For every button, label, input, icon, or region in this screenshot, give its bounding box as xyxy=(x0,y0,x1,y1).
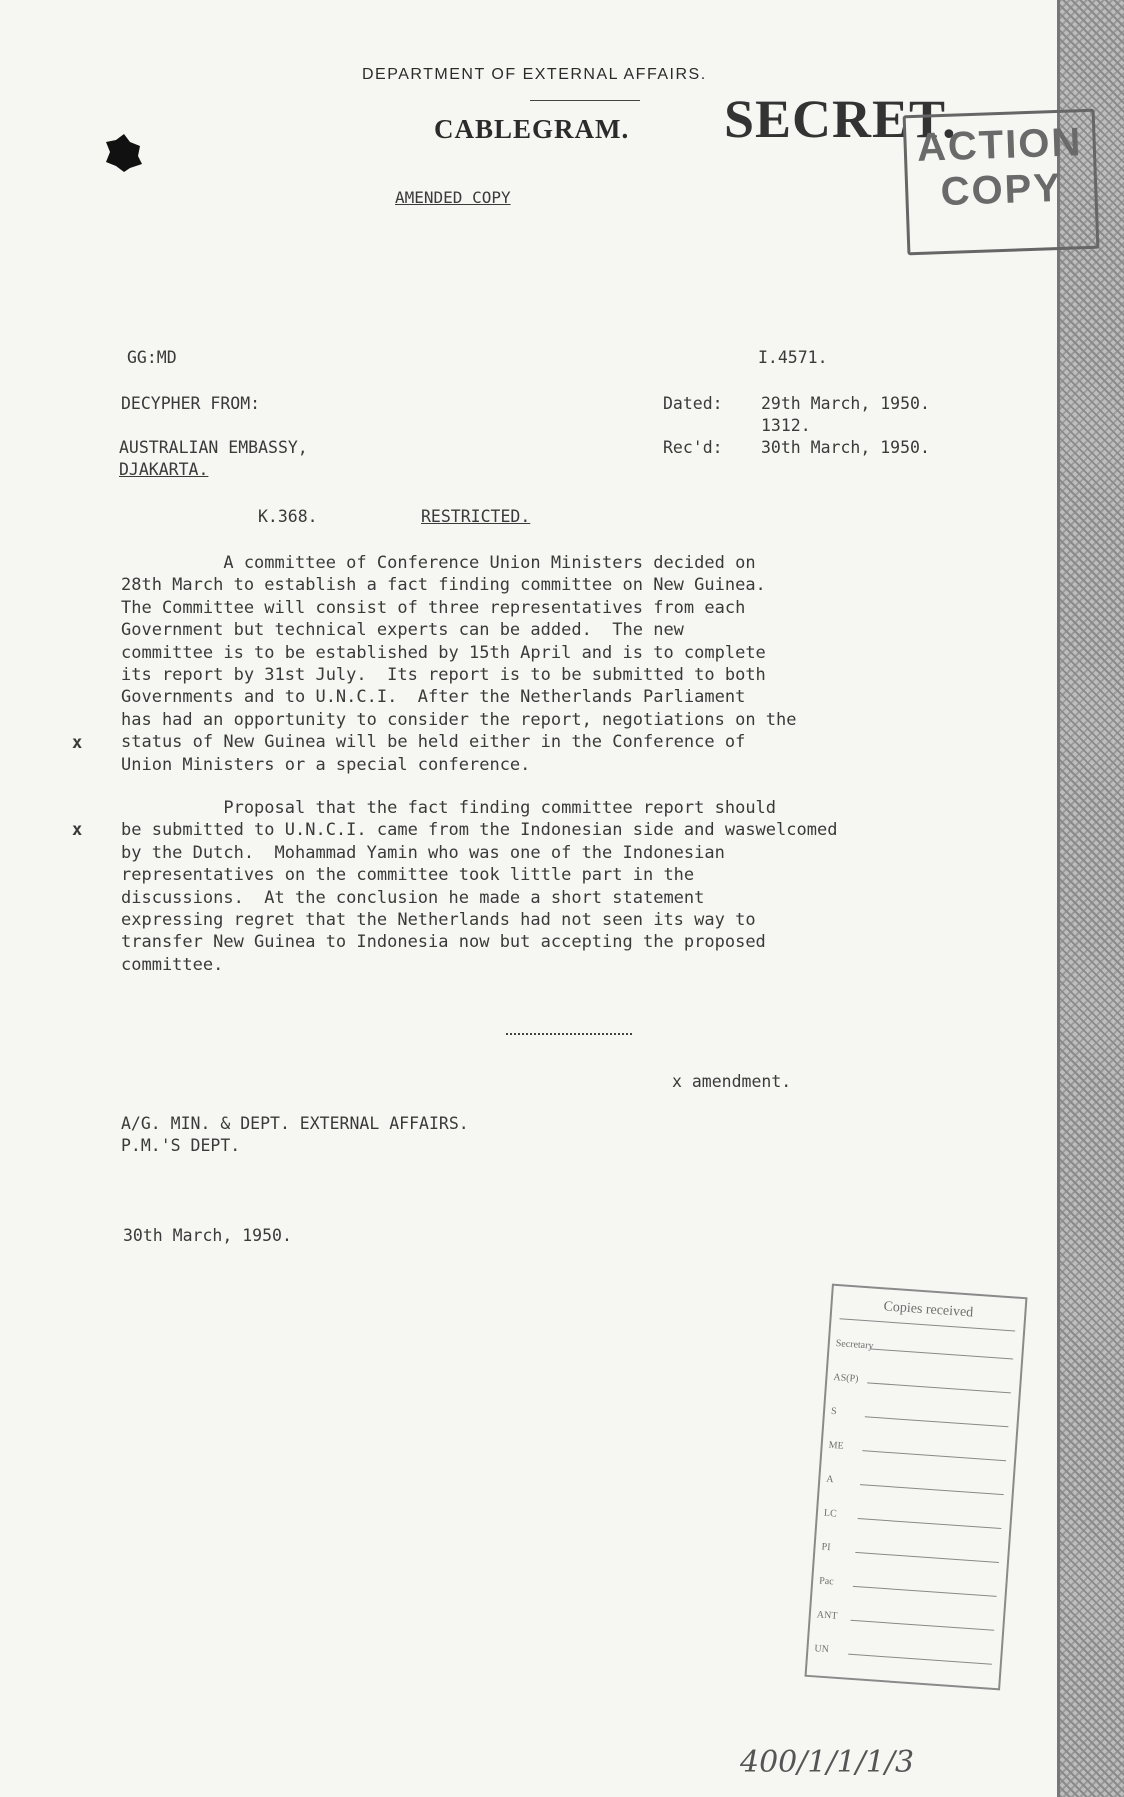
distribution-line-2: P.M.'S DEPT. xyxy=(121,1136,241,1155)
footer-date: 30th March, 1950. xyxy=(123,1226,292,1245)
copies-row-label: ANT xyxy=(816,1609,838,1622)
dated-label: Dated: xyxy=(663,394,723,413)
action-copy-stamp-line1: ACTION xyxy=(916,120,1084,170)
message-code: K.368. xyxy=(258,507,318,526)
sender-name: AUSTRALIAN EMBASSY, xyxy=(119,438,308,457)
decypher-from-label: DECYPHER FROM: xyxy=(121,394,261,413)
copies-row-label: PI xyxy=(821,1541,831,1554)
document-title: CABLEGRAM. xyxy=(434,114,630,144)
copies-row-label: LC xyxy=(823,1507,838,1520)
dispatch-time: 1312. xyxy=(761,416,811,435)
end-of-message-rule xyxy=(506,1033,632,1035)
department-heading: DEPARTMENT OF EXTERNAL AFFAIRS. xyxy=(362,66,707,83)
handwritten-file-reference: 400/1/1/1/3 xyxy=(740,1745,915,1780)
copies-row-label: A xyxy=(825,1473,834,1486)
restricted-marking: RESTRICTED. xyxy=(421,507,531,526)
amended-copy-label: AMENDED COPY xyxy=(395,188,511,207)
received-value: 30th March, 1950. xyxy=(761,438,930,457)
ink-blot-mark xyxy=(104,132,144,172)
copies-row-label: Secretary xyxy=(835,1338,874,1352)
heading-rule xyxy=(530,100,640,101)
amendment-note: x amendment. xyxy=(672,1072,792,1091)
dated-value: 29th March, 1950. xyxy=(761,394,930,413)
copies-received-heading: Copies received xyxy=(883,1299,974,1321)
distribution-line-1: A/G. MIN. & DEPT. EXTERNAL AFFAIRS. xyxy=(121,1114,469,1133)
action-copy-stamp xyxy=(903,109,1100,256)
copies-row-label: Pac xyxy=(818,1575,835,1588)
classification-stamp: SECRET. xyxy=(724,89,957,149)
binding-edge xyxy=(1057,0,1124,1797)
copies-received-stamp xyxy=(804,1284,1027,1691)
amendment-mark-1: x xyxy=(72,733,83,753)
message-paragraph-2: Proposal that the fact finding committee report should be submitted to U.N.C.I. came from the Indonesian side and waswelcomed by the Dutch. Mohammad Yamin who was one of the Indonesian representatives on the committee took little part in the discussions. At the conclusion he made a short statement expressing regret that the Netherlands had not seen its way to transfer New Guinea to Indonesia now but accepting the proposed committee. xyxy=(121,798,838,975)
copies-row-label: S xyxy=(830,1405,837,1418)
message-paragraph-1: A committee of Conference Union Ministers decided on 28th March to establish a fact finding committee on New Guinea. The Committee will consist of three representatives from each Government but technical experts can be added. The new committee is to be established by 15th April and is to complete its report by 31st July. Its report is to be submitted to both Governments and to U.N.C.I. After the Netherlands Parliament has had an opportunity to consider the report, negotiations on the status of New Guinea will be held either in the Conference of Union Ministers or a special conference. xyxy=(121,553,797,775)
received-label: Rec'd: xyxy=(663,438,723,457)
action-copy-stamp-line2: COPY xyxy=(939,165,1063,215)
amendment-mark-2: x xyxy=(72,820,83,840)
copies-row-label: AS(P) xyxy=(833,1371,859,1385)
copies-row-label: UN xyxy=(814,1643,830,1656)
reference-initials: GG:MD xyxy=(127,348,177,367)
copies-row-label: ME xyxy=(828,1439,845,1452)
sender-location: DJAKARTA. xyxy=(119,460,209,479)
cable-number: I.4571. xyxy=(758,348,828,367)
